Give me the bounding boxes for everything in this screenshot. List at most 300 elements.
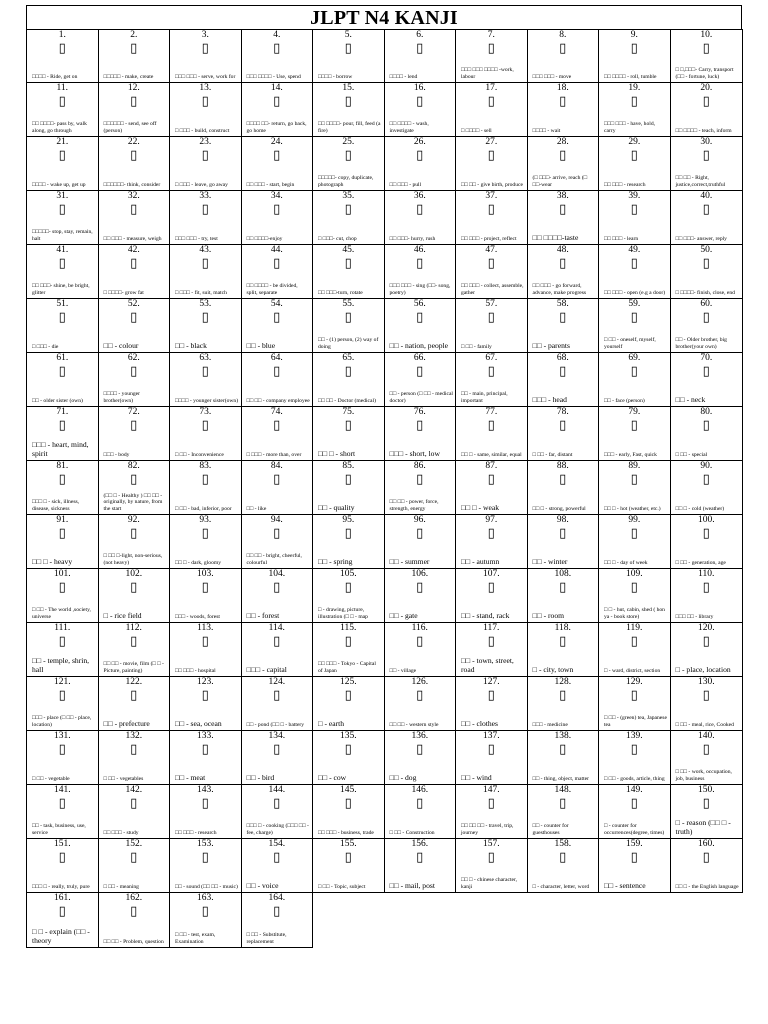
kanji-glyph: ▯ xyxy=(702,472,710,487)
kanji-meaning: □□□ □□□ - serve, work for xyxy=(175,73,236,80)
kanji-cell xyxy=(241,298,314,353)
kanji-glyph: ▯ xyxy=(487,580,495,595)
kanji-cell xyxy=(241,460,314,515)
kanji-meaning: □ □□□□- grow fat xyxy=(103,289,144,296)
kanji-number: 80. xyxy=(700,407,713,417)
kanji-number: 120. xyxy=(697,623,715,633)
kanji-glyph: ▯ xyxy=(273,41,281,56)
kanji-meaning: □□ - quality xyxy=(318,502,355,512)
kanji-meaning: □□ □□□ - collect, assemble, gather xyxy=(461,283,524,296)
kanji-number: 130. xyxy=(697,677,715,687)
kanji-meaning: □□ □ - cold (weather) xyxy=(675,505,725,512)
kanji-number: 43. xyxy=(199,245,212,255)
kanji-cell xyxy=(169,244,242,299)
kanji-number: 29. xyxy=(628,137,641,147)
kanji-number: 15. xyxy=(342,83,355,93)
kanji-cell xyxy=(670,406,744,461)
kanji-cell xyxy=(98,406,171,461)
kanji-glyph: ▯ xyxy=(487,526,495,541)
kanji-glyph: ▯ xyxy=(201,310,209,325)
kanji-glyph: ▯ xyxy=(702,526,710,541)
kanji-glyph: ▯ xyxy=(130,256,138,271)
kanji-glyph: ▯ xyxy=(130,364,138,379)
kanji-meaning: □□ - temple, shrin, hall xyxy=(32,656,90,674)
kanji-cell xyxy=(26,838,99,893)
kanji-meaning: □□ □ - heavy xyxy=(32,556,73,566)
kanji-cell xyxy=(26,622,99,677)
kanji-number: 164. xyxy=(268,893,286,903)
kanji-cell xyxy=(598,298,671,353)
kanji-meaning: □□□ □ - really, truly, pure xyxy=(32,883,90,890)
kanji-number: 155. xyxy=(339,839,357,849)
kanji-glyph: ▯ xyxy=(416,634,424,649)
kanji-cell xyxy=(598,838,671,893)
kanji-cell xyxy=(527,730,600,785)
kanji-glyph: ▯ xyxy=(559,256,567,271)
kanji-number: 34. xyxy=(270,191,283,201)
kanji-number: 69. xyxy=(628,353,641,363)
kanji-glyph: ▯ xyxy=(58,796,66,811)
kanji-glyph: ▯ xyxy=(702,418,710,433)
kanji-number: 56. xyxy=(413,299,426,309)
kanji-meaning: □□ □□ - western style xyxy=(389,721,439,728)
kanji-glyph: ▯ xyxy=(58,94,66,109)
kanji-glyph: ▯ xyxy=(559,472,567,487)
kanji-number: 124. xyxy=(268,677,286,687)
kanji-number: 5. xyxy=(344,30,352,40)
kanji-glyph: ▯ xyxy=(559,418,567,433)
kanji-meaning: □□□□□- copy, duplicate, photograph xyxy=(318,175,374,188)
kanji-meaning: □□ - like xyxy=(246,505,267,512)
kanji-glyph: ▯ xyxy=(416,796,424,811)
kanji-number: 59. xyxy=(628,299,641,309)
kanji-cell xyxy=(670,82,744,137)
kanji-meaning: □□ □ - short xyxy=(318,448,356,458)
kanji-number: 6. xyxy=(416,30,424,40)
kanji-cell xyxy=(169,514,242,569)
kanji-glyph: ▯ xyxy=(201,634,209,649)
kanji-number: 74. xyxy=(270,407,283,417)
kanji-cell xyxy=(455,784,528,839)
kanji-cell xyxy=(312,784,385,839)
kanji-number: 18. xyxy=(556,83,569,93)
kanji-cell xyxy=(26,244,99,299)
kanji-meaning: □□ - sentence xyxy=(604,880,646,890)
kanji-meaning: □□ - parents xyxy=(532,340,570,350)
kanji-number: 20. xyxy=(700,83,713,93)
kanji-number: 42. xyxy=(127,245,140,255)
kanji-cell xyxy=(241,622,314,677)
kanji-cell xyxy=(670,514,744,569)
kanji-meaning: □□□ □□□□ - Use, spend xyxy=(246,73,301,80)
kanji-cell xyxy=(384,784,457,839)
kanji-cell xyxy=(670,784,744,839)
kanji-cell xyxy=(98,514,171,569)
kanji-cell xyxy=(384,406,457,461)
kanji-cell xyxy=(598,514,671,569)
kanji-meaning: □□ - sound (□□ □□ - music) xyxy=(175,883,238,890)
kanji-glyph: ▯ xyxy=(702,41,710,56)
kanji-number: 123. xyxy=(196,677,214,687)
kanji-glyph: ▯ xyxy=(201,202,209,217)
kanji-meaning: □□ □□ - Right, justice,correct,truthful xyxy=(675,175,726,188)
kanji-meaning: □□□ - medicine xyxy=(532,721,568,728)
kanji-glyph: ▯ xyxy=(702,634,710,649)
kanji-glyph: ▯ xyxy=(487,310,495,325)
kanji-meaning: □ □□ - meal, rice, Cooked xyxy=(675,721,734,728)
kanji-glyph: ▯ xyxy=(630,94,638,109)
kanji-meaning: □□ - village xyxy=(389,667,417,674)
kanji-cell xyxy=(384,838,457,893)
kanji-cell xyxy=(384,244,457,299)
kanji-number: 157. xyxy=(482,839,500,849)
kanji-cell xyxy=(527,136,600,191)
kanji-number: 71. xyxy=(56,407,69,417)
kanji-glyph: ▯ xyxy=(559,526,567,541)
kanji-number: 126. xyxy=(411,677,429,687)
kanji-number: 148. xyxy=(554,785,572,795)
kanji-number: 139. xyxy=(625,731,643,741)
kanji-glyph: ▯ xyxy=(58,742,66,757)
kanji-number: 128. xyxy=(554,677,572,687)
kanji-cell xyxy=(169,892,242,948)
kanji-glyph: ▯ xyxy=(487,148,495,163)
kanji-meaning: □ □□ - vegetables xyxy=(103,775,144,782)
kanji-meaning: □ □□ - far, distant xyxy=(532,451,573,458)
kanji-number: 101. xyxy=(53,569,71,579)
kanji-cell xyxy=(98,190,171,245)
kanji-number: 122. xyxy=(125,677,143,687)
kanji-meaning: □□ - older sister (own) xyxy=(32,397,83,404)
kanji-meaning: □□ □□ - Problem, question xyxy=(103,938,164,945)
kanji-cell xyxy=(241,352,314,407)
kanji-glyph: ▯ xyxy=(487,202,495,217)
kanji-glyph: ▯ xyxy=(559,202,567,217)
kanji-glyph: ▯ xyxy=(130,526,138,541)
kanji-meaning: □□□ □□□ - sing (□□- song, poetry) xyxy=(389,283,451,296)
kanji-glyph: ▯ xyxy=(702,94,710,109)
kanji-glyph: ▯ xyxy=(273,256,281,271)
kanji-meaning: □□ - gate xyxy=(389,610,418,620)
kanji-glyph: ▯ xyxy=(344,850,352,865)
kanji-meaning: □ - rice field xyxy=(103,610,142,620)
kanji-number: 21. xyxy=(56,137,69,147)
kanji-cell xyxy=(26,82,99,137)
kanji-meaning: □□□ □ - cooking (□□□ □□ - fee, charge) xyxy=(246,823,309,836)
kanji-glyph: ▯ xyxy=(702,796,710,811)
kanji-meaning: □□□ - body xyxy=(103,451,130,458)
kanji-glyph: ▯ xyxy=(702,850,710,865)
kanji-cell xyxy=(241,838,314,893)
kanji-number: 82. xyxy=(127,461,140,471)
kanji-meaning: □□□ □ - sick, illness, disease, sickness xyxy=(32,499,80,512)
kanji-meaning: □ □□□ - more than, over xyxy=(246,451,302,458)
kanji-number: 149. xyxy=(625,785,643,795)
kanji-cell xyxy=(455,298,528,353)
kanji-glyph: ▯ xyxy=(702,148,710,163)
kanji-cell xyxy=(598,352,671,407)
kanji-cell xyxy=(312,460,385,515)
kanji-glyph: ▯ xyxy=(487,742,495,757)
kanji-cell xyxy=(670,622,744,677)
kanji-number: 53. xyxy=(199,299,212,309)
kanji-cell xyxy=(455,838,528,893)
kanji-number: 31. xyxy=(56,191,69,201)
kanji-cell xyxy=(312,676,385,731)
kanji-meaning: □□□□□□ - send, see off (person) xyxy=(103,121,157,134)
kanji-cell xyxy=(384,352,457,407)
kanji-glyph: ▯ xyxy=(630,418,638,433)
kanji-glyph: ▯ xyxy=(58,472,66,487)
kanji-number: 86. xyxy=(413,461,426,471)
kanji-number: 44. xyxy=(270,245,283,255)
kanji-number: 96. xyxy=(413,515,426,525)
kanji-number: 146. xyxy=(411,785,429,795)
kanji-cell xyxy=(312,838,385,893)
kanji-glyph: ▯ xyxy=(702,742,710,757)
kanji-meaning: □ - counter for occurrences(degree, times) xyxy=(604,823,665,836)
kanji-glyph: ▯ xyxy=(58,364,66,379)
kanji-number: 156. xyxy=(411,839,429,849)
kanji-number: 105. xyxy=(339,569,357,579)
kanji-meaning: □ □□ - Inconvenience xyxy=(175,451,224,458)
kanji-glyph: ▯ xyxy=(130,634,138,649)
kanji-cell xyxy=(455,622,528,677)
kanji-number: 49. xyxy=(628,245,641,255)
kanji-glyph: ▯ xyxy=(273,634,281,649)
kanji-meaning: □□ □ - chinese character, kanji xyxy=(461,877,518,890)
kanji-glyph: ▯ xyxy=(559,634,567,649)
kanji-glyph: ▯ xyxy=(201,688,209,703)
kanji-number: 161. xyxy=(53,893,71,903)
kanji-cell xyxy=(312,352,385,407)
kanji-meaning: □□ □□ - power, force, strength, energy xyxy=(389,499,439,512)
kanji-meaning: □ □□□- cut, chop xyxy=(318,235,357,242)
kanji-number: 137. xyxy=(482,731,500,741)
kanji-cell xyxy=(98,676,171,731)
kanji-number: 106. xyxy=(411,569,429,579)
kanji-cell xyxy=(26,892,99,948)
kanji-meaning: □□ □□□ - research xyxy=(175,829,217,836)
kanji-number: 97. xyxy=(485,515,498,525)
kanji-meaning: □ □□ □-light, non-serious,(not heavy) xyxy=(103,553,163,566)
kanji-meaning: □ □□ - (green) tea, Japanese tea xyxy=(604,715,667,728)
kanji-meaning: □ □□ - special xyxy=(675,451,708,458)
kanji-meaning: □ - drawing, picture, illustration (□ □ - map xyxy=(318,607,368,620)
kanji-glyph: ▯ xyxy=(273,94,281,109)
kanji-cell xyxy=(241,406,314,461)
kanji-number: 62. xyxy=(127,353,140,363)
kanji-cell xyxy=(598,460,671,515)
kanji-cell xyxy=(169,460,242,515)
kanji-number: 150. xyxy=(697,785,715,795)
kanji-glyph: ▯ xyxy=(273,526,281,541)
kanji-meaning: □□ □□□ - learn xyxy=(604,235,639,242)
kanji-cell xyxy=(670,352,744,407)
kanji-cell xyxy=(384,298,457,353)
kanji-cell xyxy=(598,406,671,461)
kanji-number: 12. xyxy=(127,83,140,93)
kanji-number: 75. xyxy=(342,407,355,417)
kanji-number: 127. xyxy=(482,677,500,687)
kanji-meaning: □□ □□□ - Tokyo - Capital of Japan xyxy=(318,661,376,674)
kanji-glyph: ▯ xyxy=(630,364,638,379)
kanji-cell xyxy=(527,838,600,893)
kanji-cell xyxy=(26,298,99,353)
kanji-cell xyxy=(455,29,528,83)
kanji-cell xyxy=(455,406,528,461)
kanji-meaning: □ □□ - The world ,society, universe xyxy=(32,607,91,620)
kanji-meaning: □□□ - early, Fast, quick xyxy=(604,451,657,458)
kanji-number: 45. xyxy=(342,245,355,255)
kanji-meaning: □□ - meat xyxy=(175,772,206,782)
kanji-cell xyxy=(670,676,744,731)
kanji-glyph: ▯ xyxy=(201,526,209,541)
kanji-cell xyxy=(26,784,99,839)
kanji-number: 58. xyxy=(556,299,569,309)
kanji-cell xyxy=(98,82,171,137)
kanji-meaning: □ □□ - family xyxy=(461,343,492,350)
kanji-number: 14. xyxy=(270,83,283,93)
kanji-cell xyxy=(670,730,744,785)
kanji-number: 47. xyxy=(485,245,498,255)
kanji-glyph: ▯ xyxy=(559,850,567,865)
kanji-number: 72. xyxy=(127,407,140,417)
kanji-meaning: □□ - neck xyxy=(675,394,706,404)
kanji-glyph: ▯ xyxy=(630,634,638,649)
kanji-cell xyxy=(98,244,171,299)
kanji-number: 90. xyxy=(700,461,713,471)
kanji-cell xyxy=(241,82,314,137)
kanji-number: 67. xyxy=(485,353,498,363)
kanji-glyph: ▯ xyxy=(58,580,66,595)
kanji-meaning: □□ - cow xyxy=(318,772,347,782)
kanji-cell xyxy=(384,730,457,785)
kanji-glyph: ▯ xyxy=(201,148,209,163)
kanji-number: 28. xyxy=(556,137,569,147)
kanji-meaning: □ □□ - Topic, subject xyxy=(318,883,366,890)
kanji-meaning: □□ □ - same, similar, equal xyxy=(461,451,522,458)
kanji-meaning: □ □□ - goods, article, thing xyxy=(604,775,665,782)
kanji-meaning: □□ □□ - bright, cheerful, colourful xyxy=(246,553,302,566)
kanji-meaning: □□□□ □□- return, go back, go home xyxy=(246,121,307,134)
kanji-meaning: □□ - person (□ □□ - medical doctor) xyxy=(389,391,453,404)
kanji-glyph: ▯ xyxy=(201,580,209,595)
kanji-meaning: □□□ □□□ - have, hold, carry xyxy=(604,121,656,134)
kanji-glyph: ▯ xyxy=(344,796,352,811)
kanji-meaning: □□ - nation, people xyxy=(389,340,449,350)
kanji-glyph: ▯ xyxy=(344,364,352,379)
kanji-number: 79. xyxy=(628,407,641,417)
kanji-glyph: ▯ xyxy=(58,526,66,541)
kanji-meaning: □□ □□□□-taste xyxy=(532,232,579,242)
kanji-glyph: ▯ xyxy=(630,850,638,865)
kanji-glyph: ▯ xyxy=(487,364,495,379)
kanji-glyph: ▯ xyxy=(487,796,495,811)
kanji-number: 77. xyxy=(485,407,498,417)
kanji-meaning: □□ □□□ - pull xyxy=(389,181,422,188)
kanji-meaning: □□ □□□ - start, begin xyxy=(246,181,295,188)
kanji-meaning: □ □□ - generation, age xyxy=(675,559,726,566)
kanji-cell xyxy=(241,568,314,623)
kanji-cell xyxy=(455,82,528,137)
kanji-meaning: □ □ - hut, cabin, shed ( hon ya - book store) xyxy=(604,607,665,620)
kanji-glyph: ▯ xyxy=(130,796,138,811)
kanji-number: 119. xyxy=(626,623,643,633)
kanji-cell xyxy=(98,730,171,785)
kanji-number: 145. xyxy=(339,785,357,795)
kanji-number: 115. xyxy=(340,623,357,633)
kanji-cell xyxy=(670,460,744,515)
kanji-meaning: □ □□ - bad, inferior, poor xyxy=(175,505,232,512)
kanji-number: 17. xyxy=(485,83,498,93)
kanji-glyph: ▯ xyxy=(344,310,352,325)
kanji-meaning: □□ - main, principal, important xyxy=(461,391,508,404)
kanji-meaning: □ □□□ - leave, go away xyxy=(175,181,228,188)
kanji-cell xyxy=(455,568,528,623)
kanji-meaning: □□ - forest xyxy=(246,610,280,620)
kanji-glyph: ▯ xyxy=(416,41,424,56)
kanji-number: 88. xyxy=(556,461,569,471)
kanji-meaning: □□□ □□□ - try, test xyxy=(175,235,218,242)
kanji-glyph: ▯ xyxy=(487,634,495,649)
kanji-meaning: □ □□ - Construction xyxy=(389,829,435,836)
kanji-cell xyxy=(670,136,744,191)
kanji-glyph: ▯ xyxy=(487,94,495,109)
kanji-glyph: ▯ xyxy=(273,688,281,703)
kanji-number: 2. xyxy=(130,30,138,40)
kanji-number: 10. xyxy=(700,30,713,40)
kanji-glyph: ▯ xyxy=(201,850,209,865)
kanji-meaning: □□ - town, street, road xyxy=(461,656,514,674)
kanji-number: 131. xyxy=(53,731,71,741)
kanji-meaning: □□ □□ - movie, film (□ □ - Picture, painting) xyxy=(103,661,164,674)
kanji-meaning: □□ □□□ - project, reflect xyxy=(461,235,517,242)
kanji-number: 132. xyxy=(125,731,143,741)
kanji-number: 8. xyxy=(559,30,567,40)
kanji-meaning: (□ □□□- arrive, reach (□ □□-wear xyxy=(532,175,588,188)
kanji-glyph: ▯ xyxy=(273,472,281,487)
kanji-cell xyxy=(527,568,600,623)
kanji-meaning: □□ □□□□- pour, fill, feed (a fire) xyxy=(318,121,381,134)
kanji-cell xyxy=(98,136,171,191)
kanji-number: 61. xyxy=(56,353,69,363)
kanji-number: 23. xyxy=(199,137,212,147)
kanji-cell xyxy=(455,730,528,785)
kanji-glyph: ▯ xyxy=(559,310,567,325)
kanji-cell xyxy=(384,29,457,83)
kanji-cell xyxy=(527,29,600,83)
kanji-meaning: □□ □□□-turn, rotate xyxy=(318,289,363,296)
kanji-glyph: ▯ xyxy=(559,688,567,703)
kanji-cell xyxy=(169,82,242,137)
kanji-glyph: ▯ xyxy=(201,418,209,433)
kanji-meaning: □ - character, letter, word xyxy=(532,883,590,890)
kanji-glyph: ▯ xyxy=(201,796,209,811)
kanji-meaning: □□ □□□□- pass by, walk along, go through xyxy=(32,121,87,134)
kanji-glyph: ▯ xyxy=(130,472,138,487)
kanji-cell xyxy=(527,676,600,731)
kanji-number: 48. xyxy=(556,245,569,255)
kanji-number: 116. xyxy=(411,623,428,633)
kanji-number: 103. xyxy=(196,569,214,579)
kanji-glyph: ▯ xyxy=(416,688,424,703)
kanji-cell xyxy=(598,568,671,623)
kanji-cell xyxy=(598,82,671,137)
kanji-meaning: □□ □□□□ - teach, inform xyxy=(675,127,732,134)
kanji-glyph: ▯ xyxy=(416,742,424,757)
kanji-glyph: ▯ xyxy=(344,94,352,109)
